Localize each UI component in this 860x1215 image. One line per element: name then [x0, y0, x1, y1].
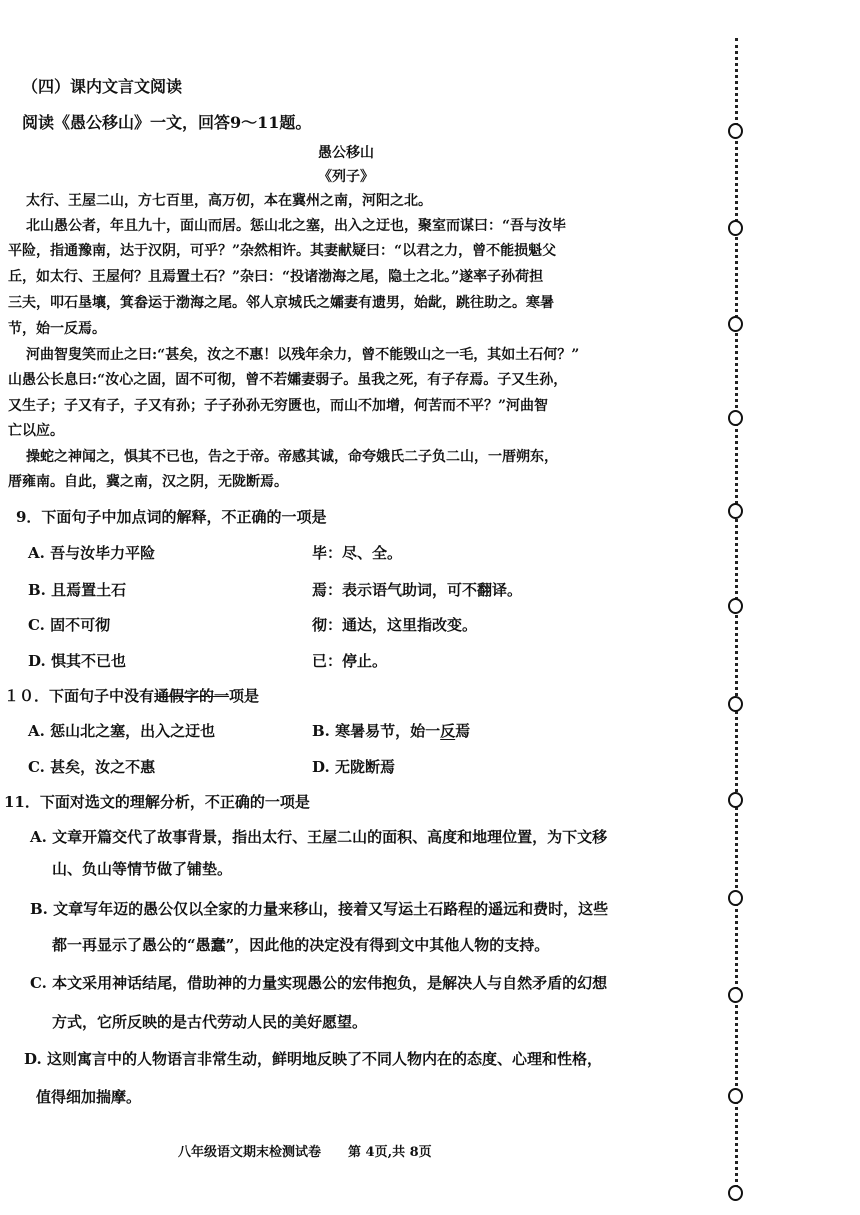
stem-struck-text: 通假字的一 — [154, 687, 230, 705]
q9-gloss-c: 彻：通达，这里指改变。 — [312, 616, 478, 634]
binding-ring-icon — [728, 1088, 743, 1104]
q11-option-d — [24, 1048, 602, 1069]
footer-page-info: 第 4页,共 8页 — [348, 1145, 432, 1160]
option-label: A. — [28, 722, 45, 740]
option-line-continued: 山、负山等情节做了铺垫。 — [52, 860, 233, 878]
binding-ring-icon — [728, 890, 743, 906]
option-label: C. — [28, 616, 45, 634]
option-text-underlined: 反 — [440, 722, 456, 740]
option-text: 惧其不已也 — [50, 652, 126, 670]
question-11-stem: 11．下面对选文的理解分析，不正确的一项是 — [4, 793, 310, 811]
binding-ring-icon — [728, 792, 743, 808]
stem-prefix: １０．下面句子中没有 — [4, 687, 155, 705]
passage-line: 三夫，叩石垦壤，箕畚运于渤海之尾。邻人京城氏之孀妻有遗男，始龀，跳往助之。寒暑 — [8, 295, 554, 311]
q11-option-b — [30, 898, 608, 919]
stem-suffix: 项是 — [229, 687, 260, 705]
passage-line: 河曲智叟笑而止之曰:“甚矣，汝之不惠！以残年余力，曾不能毁山之一毛，其如土石何？” — [26, 347, 580, 363]
binding-ring-icon — [728, 123, 743, 139]
binding-ring-icon — [728, 696, 743, 712]
question-9-stem: 9．下面句子中加点词的解释，不正确的一项是 — [16, 508, 327, 526]
binding-ring-icon — [728, 503, 743, 519]
option-line-continued: 都一再显示了愚公的“愚蠢”，因此他的决定没有得到文中其他人物的支持。 — [52, 936, 550, 954]
option-text: 甚矣，汝之不惠 — [50, 758, 156, 776]
q10-option-a — [28, 720, 215, 741]
q10-option-d — [312, 756, 395, 777]
option-line-continued: 方式，它所反映的是古代劳动人民的美好愿望。 — [52, 1013, 368, 1031]
q11-option-c — [30, 972, 607, 993]
passage-line: 太行、王屋二山，方七百里，高万仞，本在冀州之南，河阳之北。 — [26, 193, 432, 209]
q9-option-b — [28, 579, 126, 600]
passage-line: 山愚公长息曰:“汝心之固，固不可彻，曾不若孀妻弱子。虽我之死，有子存焉。子又生孙， — [8, 372, 568, 388]
option-text-post: 焉 — [455, 722, 471, 740]
instruction: 阅读《愚公移山》一文，回答9～11题。 — [22, 113, 312, 132]
passage-title: 愚公移山 — [318, 145, 374, 161]
option-text: 惩山北之塞，出入之迂也 — [50, 722, 216, 740]
option-text: 吾与汝毕力平险 — [50, 544, 156, 562]
option-line: 本文采用神话结尾，借助神的力量实现愚公的宏伟抱负，是解决人与自然矛盾的幻想 — [52, 974, 608, 992]
binding-dotted-line — [735, 38, 738, 1200]
q9-option-a — [28, 542, 155, 563]
passage-line: 北山愚公者，年且九十，面山而居。惩山北之塞，出入之迂也，聚室而谋曰：“吾与汝毕 — [26, 218, 567, 234]
passage-line: 平险，指通豫南，达于汉阴，可乎？”杂然相许。其妻献疑曰：“以君之力，曾不能损魁父 — [8, 243, 557, 259]
passage-line: 节，始一反焉。 — [8, 321, 106, 337]
option-label: A. — [30, 828, 47, 846]
option-text: 且焉置土石 — [51, 581, 127, 599]
binding-ring-icon — [728, 598, 743, 614]
passage-line: 又生子；子又有子，子又有孙；子子孙孙无穷匮也，而山不加增，何苦而不平？”河曲智 — [8, 398, 549, 414]
binding-ring-icon — [728, 987, 743, 1003]
passage-author: 《列子》 — [318, 169, 374, 185]
binding-ring-icon — [728, 410, 743, 426]
option-label: A. — [28, 544, 45, 562]
option-label: B. — [312, 722, 330, 740]
option-line: 文章写年迈的愚公仅以全家的力量来移山，接着又写运土石路程的遥远和费时，这些 — [53, 900, 609, 918]
passage-line: 丘，如太行、王屋何？且焉置土石？”杂曰：“投诸渤海之尾，隐土之北。”遂率子孙荷担 — [8, 269, 544, 285]
binding-ring-icon — [728, 316, 743, 332]
passage-line: 厝雍南。自此，冀之南，汉之阴，无陇断焉。 — [8, 474, 288, 490]
q9-gloss-a: 毕：尽、全。 — [312, 544, 403, 562]
question-10-stem — [4, 685, 259, 706]
q9-option-d — [28, 650, 126, 671]
section-title: （四）课内文言文阅读 — [22, 77, 183, 96]
option-label: D. — [28, 652, 46, 670]
option-line: 这则寓言中的人物语言非常生动，鲜明地反映了不同人物内在的态度、心理和性格， — [46, 1050, 602, 1068]
q10-option-b — [312, 720, 470, 741]
option-line-continued: 值得细加揣摩。 — [36, 1088, 142, 1106]
q9-gloss-d: 已：停止。 — [312, 652, 388, 670]
q9-gloss-b: 焉：表示语气助词，可不翻译。 — [312, 581, 523, 599]
q10-option-c — [28, 756, 155, 777]
option-label: C. — [28, 758, 45, 776]
passage-line: 亡以应。 — [8, 423, 64, 439]
option-label: C. — [30, 974, 47, 992]
option-line: 文章开篇交代了故事背景，指出太行、王屋二山的面积、高度和地理位置，为下文移 — [52, 828, 608, 846]
option-text: 固不可彻 — [50, 616, 111, 634]
binding-margin — [728, 38, 744, 1200]
option-text: 无陇断焉 — [334, 758, 395, 776]
q11-option-a — [30, 826, 607, 847]
option-text-pre: 寒暑易节，始一 — [335, 722, 441, 740]
passage-line: 操蛇之神闻之，惧其不已也，告之于帝。帝感其诚，命夸娥氏二子负二山，一厝朔东， — [26, 449, 558, 465]
binding-ring-icon — [728, 1185, 743, 1201]
option-label: B. — [28, 581, 46, 599]
option-label: D. — [24, 1050, 42, 1068]
q9-option-c — [28, 614, 110, 635]
binding-ring-icon — [728, 220, 743, 236]
option-label: D. — [312, 758, 330, 776]
footer-exam-name: 八年级语文期末检测试卷 — [178, 1145, 322, 1160]
option-label: B. — [30, 900, 48, 918]
